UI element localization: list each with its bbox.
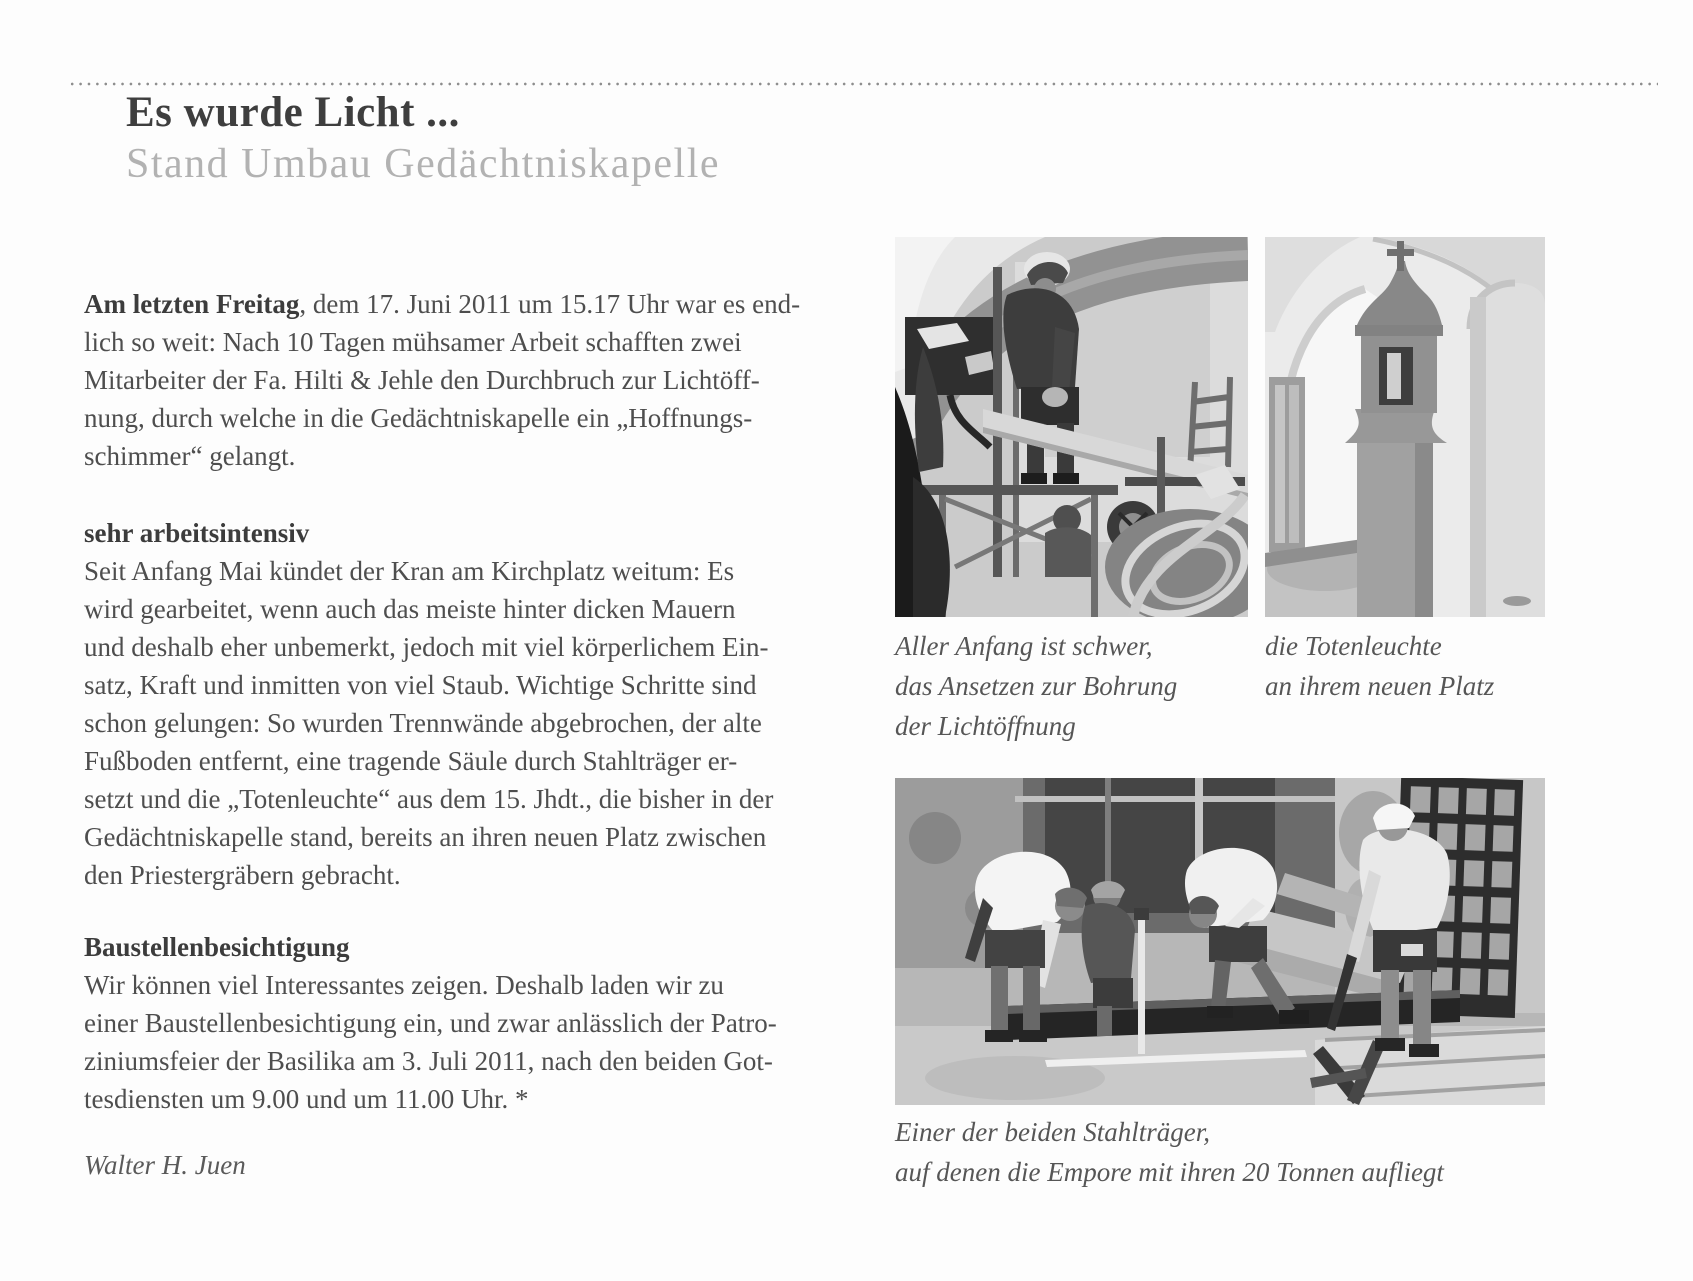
caption-photo3 (895, 1112, 1444, 1192)
caption-line: die Totenleuchte (1265, 631, 1442, 661)
body-text-line: nung, durch welche in die Gedächtniskapelle ein „Hoffnungs- (84, 403, 753, 433)
window-frame-far-left (1269, 377, 1305, 552)
body-text-line: und deshalb eher unbemerkt, jedoch mit viel körperlichem Ein- (84, 632, 769, 662)
body-text-span: , dem 17. Juni 2011 um 15.17 Uhr war es end- (299, 289, 801, 319)
caption-line: auf denen die Empore mit ihren 20 Tonnen aufliegt (895, 1157, 1444, 1187)
body-text-line: einer Baustellenbesichtigung ein, und zwar anlässlich der Patro- (84, 1008, 777, 1038)
body-text-line (84, 285, 914, 323)
author-signature: Walter H. Juen (84, 1150, 246, 1180)
body-text-line: Gedächtniskapelle stand, bereits an ihren neuen Platz zwischen (84, 822, 767, 852)
caption-photo2 (1265, 626, 1494, 706)
page-title: Es wurde Licht ... (126, 89, 460, 136)
body-text-line: den Priestergräbern gebracht. (84, 860, 401, 890)
body-text-line: wird gearbeitet, wenn auch das meiste hinter dicken Mauern (84, 594, 736, 624)
section-arbeitsintensiv (84, 514, 914, 894)
bold-lead-in: Am letzten Freitag (84, 289, 300, 319)
body-text-line: lich so weit: Nach 10 Tagen mühsamer Arbeit schafften zwei (84, 327, 742, 357)
body-text-line: schimmer“ gelangt. (84, 441, 296, 471)
page-subtitle: Stand Umbau Gedächtniskapelle (126, 141, 721, 187)
body-text-line: schon gelungen: So wurden Trennwände abgebrochen, der alte (84, 708, 762, 738)
caption-photo1 (895, 626, 1177, 746)
paragraph-intro (84, 285, 914, 475)
caption-line: Aller Anfang ist schwer, (895, 631, 1153, 661)
body-text-line: Fußboden entfernt, eine tragende Säule durch Stahlträger er- (84, 746, 738, 776)
caption-line: das Ansetzen zur Bohrung (895, 671, 1178, 701)
section-heading: Baustellenbesichtigung (84, 932, 350, 962)
body-text-line: ziniumsfeier der Basilika am 3. Juli 2011, nach den beiden Got- (84, 1046, 773, 1076)
round-column (1470, 283, 1545, 617)
caption-line: der Lichtöffnung (895, 711, 1076, 741)
body-text-line: Wir können viel Interessantes zeigen. Deshalb laden wir zu (84, 970, 724, 1000)
caption-line: Einer der beiden Stahlträger, (895, 1117, 1210, 1147)
caption-line: an ihrem neuen Platz (1265, 671, 1495, 701)
photo-drilling-light-opening (895, 237, 1248, 617)
body-text-line: Seit Anfang Mai kündet der Kran am Kirchplatz weitum: Es (84, 556, 735, 586)
section-baustellenbesichtigung (84, 928, 914, 1118)
body-text-line: tesdiensten um 9.00 und um 11.00 Uhr. * (84, 1084, 529, 1114)
body-text-line: Mitarbeiter der Fa. Hilti & Jehle den Durchbruch zur Lichtöff- (84, 365, 760, 395)
floor-smudge (1503, 596, 1531, 606)
body-text-line: satz, Kraft und inmitten von viel Staub. Wichtige Schritte sind (84, 670, 757, 700)
section-heading: sehr arbeitsintensiv (84, 518, 310, 548)
dotted-divider-rule (68, 82, 1658, 86)
photo-totenleuchte (1265, 237, 1545, 617)
photo-steel-girder-workers (895, 778, 1545, 1105)
body-text-line: setzt und die „Totenleuchte“ aus dem 15. Jhdt., die bisher in der (84, 784, 774, 814)
